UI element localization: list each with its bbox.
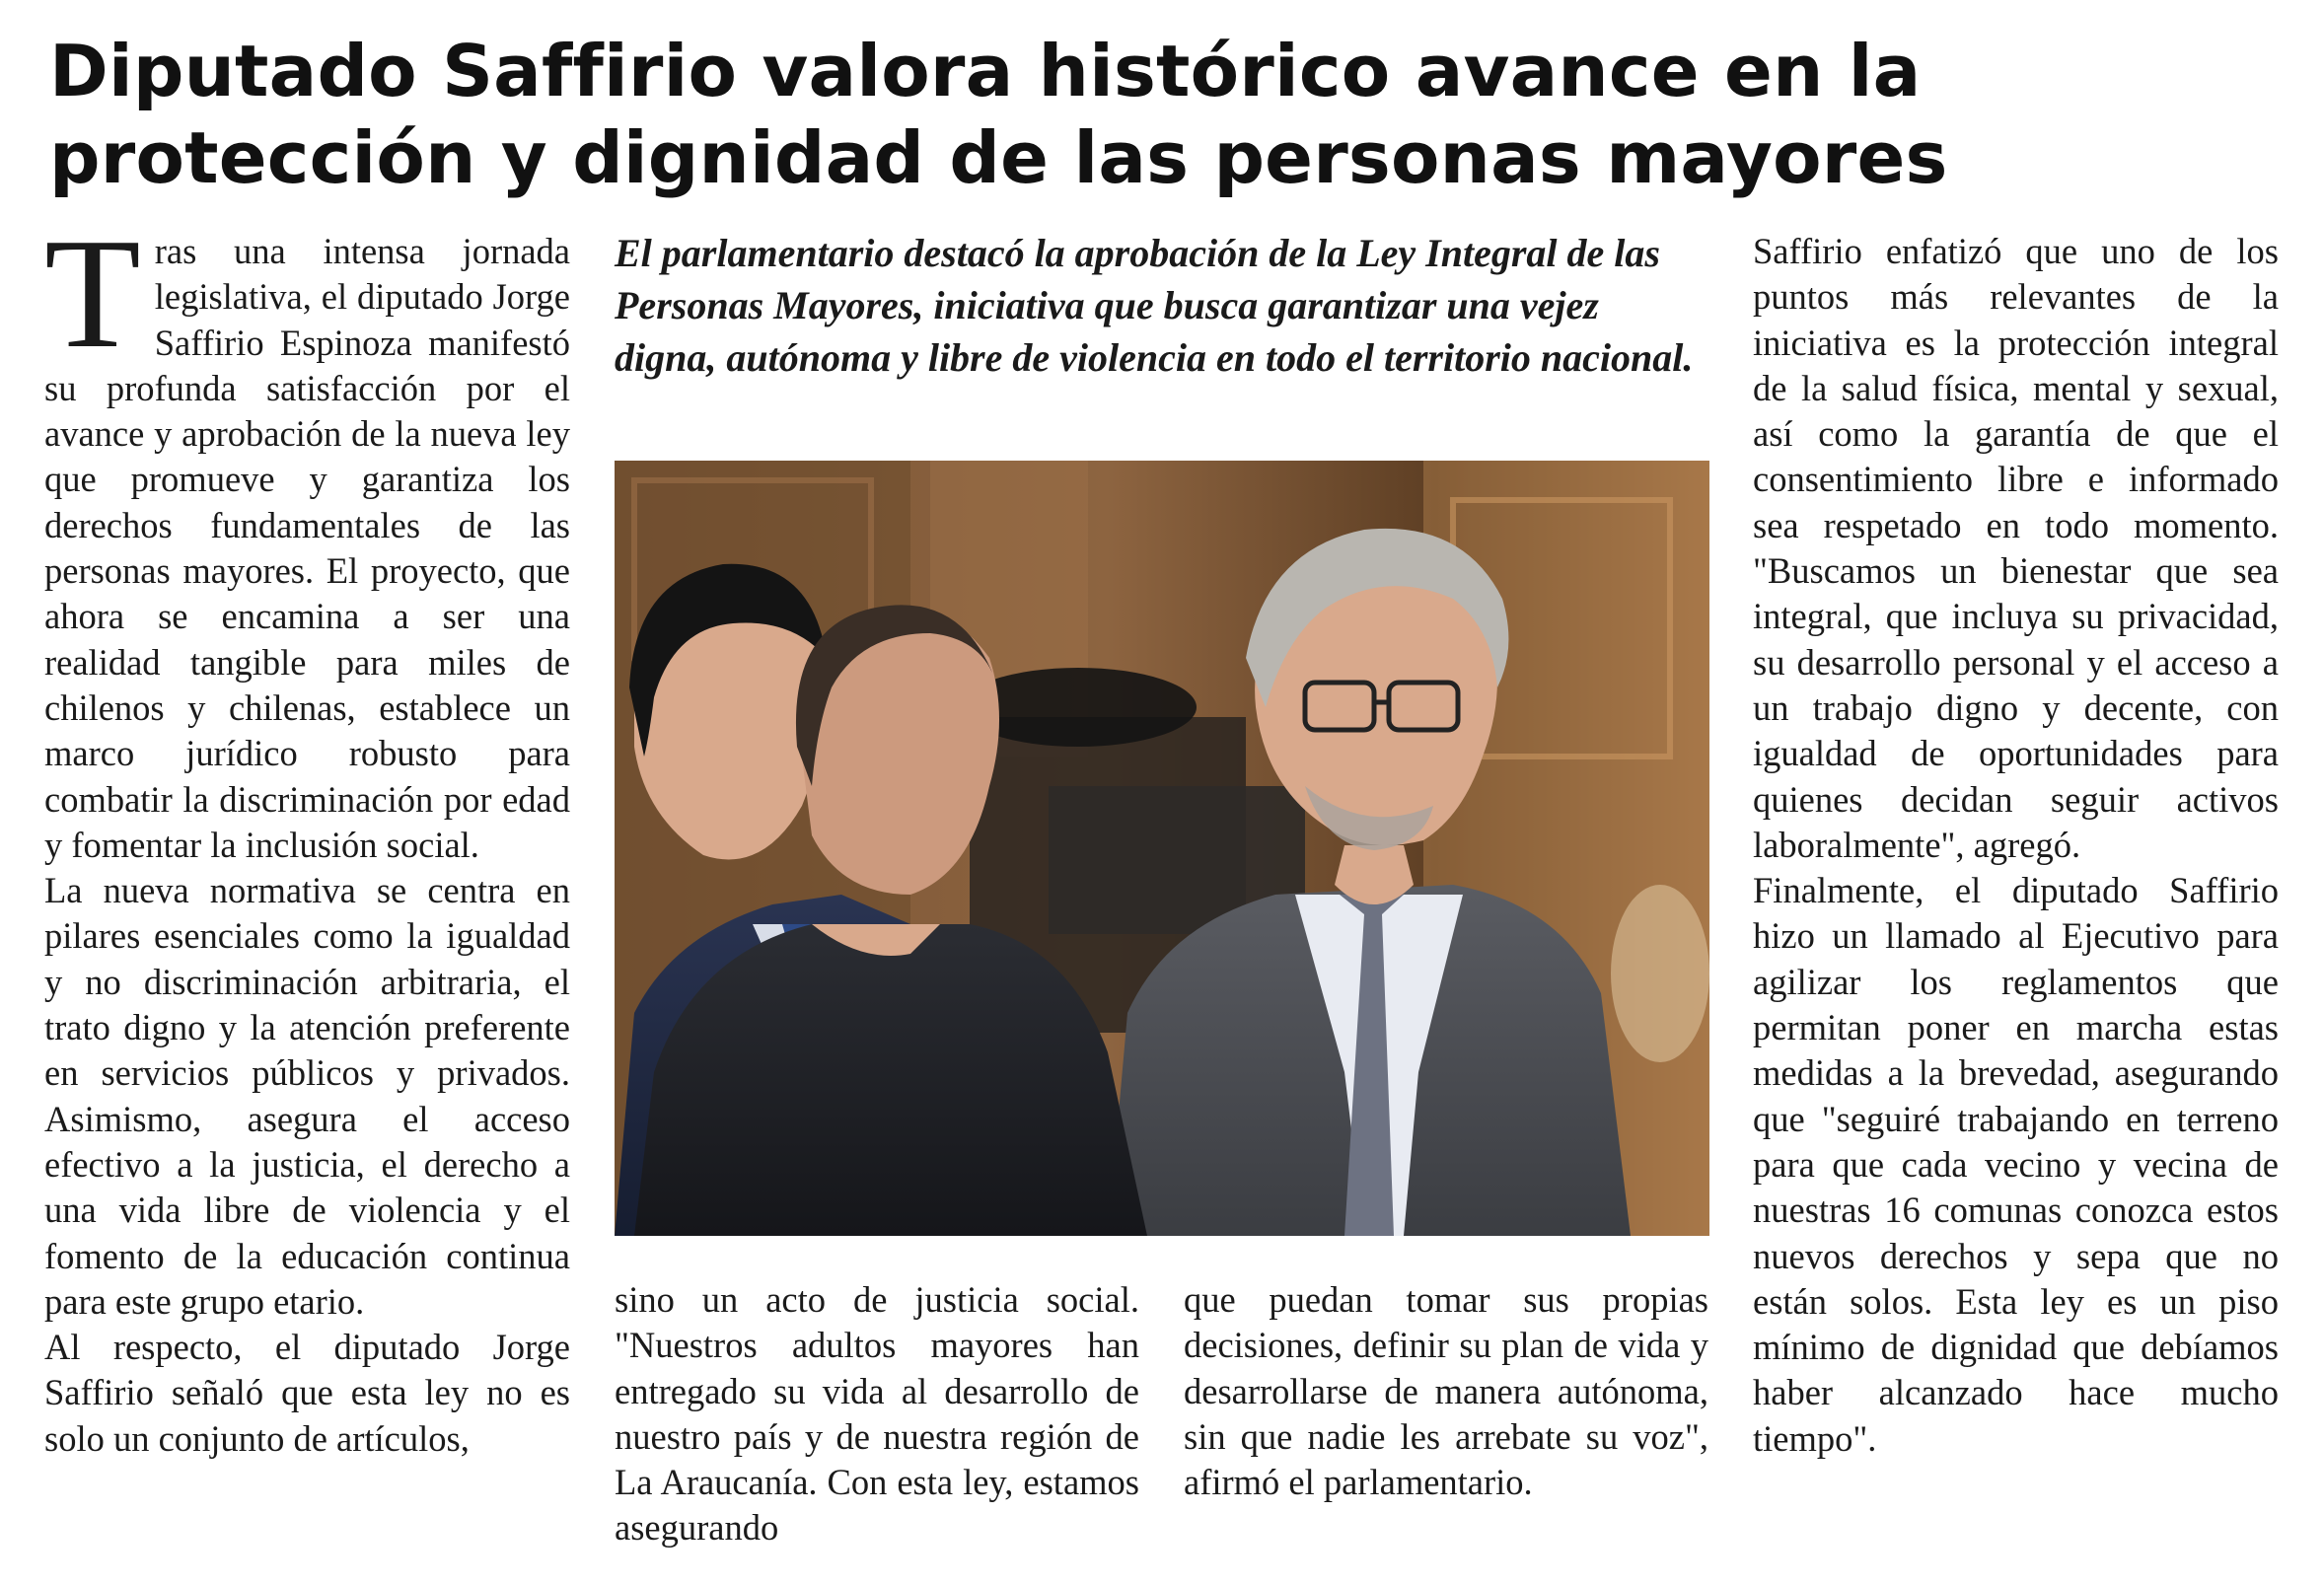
paragraph-respecto: Al respecto, el diputado Jorge Saffirio señaló que esta ley no es solo un conjunto de artículos, [44, 1327, 570, 1459]
paragraph-decisiones: que puedan tomar sus propias decisiones, definir su plan de vida y desarrollarse de manera autónoma, sin que nadie les arrebate su voz", afirmó el parlamentario. [1184, 1279, 1708, 1503]
photo-illustration [615, 461, 1709, 1236]
article-headline: Diputado Saffirio valora histórico avance en la protección y dignidad de las personas mayores [49, 30, 1948, 199]
paragraph-salud: Saffirio enfatizó que uno de los puntos más relevantes de la iniciativa es la protección integral de la salud física, mental y sexual, así como la garantía de que el consentimiento libre e informado sea respetado en todo momento. "Buscamos un bienestar que sea integral, que incluya su privacidad, su desarrollo personal y el acceso a un trabajo digno y decente, con igualdad de oportunidades para quienes decidan seguir activos laboralmente", agregó. [1753, 231, 2279, 865]
article-column-right [1753, 229, 2279, 1462]
article-column-middle-a [615, 1277, 1139, 1551]
article-subtitle: El parlamentario destacó la aprobación de la Ley Integral de las Personas Mayores, iniciativa que busca garantizar una vejez digna, autónoma y libre de violencia en todo el territorio nacional. [615, 231, 1694, 380]
paragraph-justicia: sino un acto de justicia social. "Nuestros adultos mayores han entregado su vida al desarrollo de nuestro país y de nuestra región de La Araucanía. Con esta ley, estamos asegurando [615, 1279, 1139, 1549]
paragraph-intro-text: ras una intensa jornada legislativa, el diputado Jorge Saffirio Espinoza manifestó su profunda satisfacción por el avance y aprobación de la nueva ley que promueve y garantiza los derechos fundamentales de las personas mayores. El proyecto, que ahora se encamina a ser una realidad tangible para miles de chilenos y chilenas, establece un marco jurídico robusto para combatir la discriminación por edad y fomentar la inclusión social. [44, 231, 570, 865]
paragraph-finalmente: Finalmente, el diputado Saffirio hizo un llamado al Ejecutivo para agilizar los reglamentos que permitan poner en marcha estas medidas a la brevedad, asegurando que "seguiré trabajando en terreno para que cada vecino y vecina de nuestras 16 comunas conozca estos nuevos derechos y sepa que no están solos. Esta ley es un piso mínimo de dignidad que debíamos haber alcanzado hace mucho tiempo". [1753, 870, 2279, 1459]
article-photo [615, 461, 1709, 1236]
article-column-left [44, 205, 570, 1462]
paragraph-normativa: La nueva normativa se centra en pilares esenciales como la igualdad y no discriminación arbitraria, el trato digno y la atención preferente en servicios públicos y privados. Asimismo, asegura el acceso efectivo a la justicia, el derecho a una vida libre de violencia y el fomento de la educación continua para este grupo etario. [44, 870, 570, 1322]
drop-cap: T [44, 205, 141, 381]
article-column-middle-b [1184, 1277, 1708, 1505]
paragraph-intro [44, 205, 570, 868]
